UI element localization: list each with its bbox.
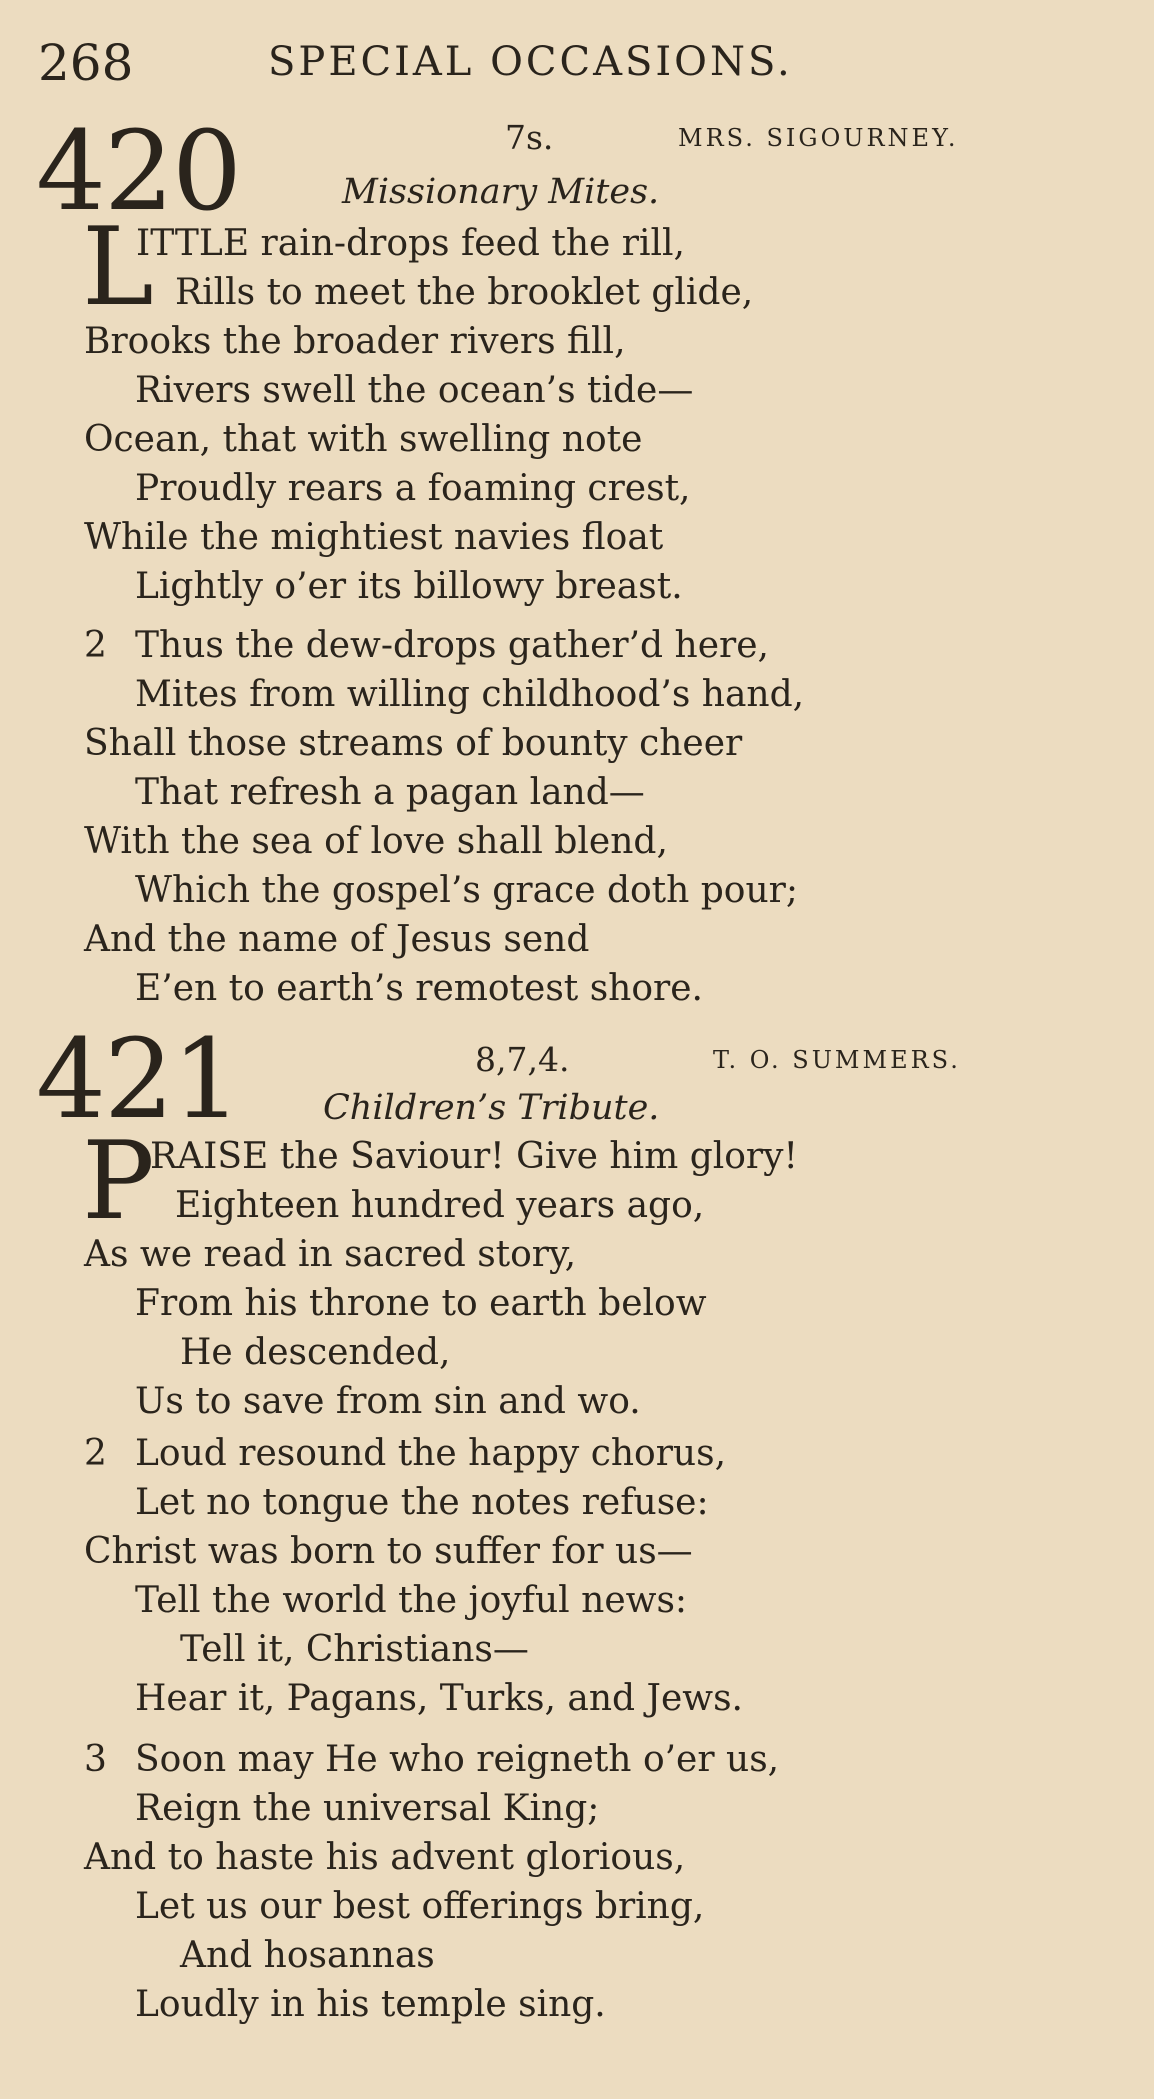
stanza-number: 2 — [84, 625, 107, 666]
drop-cap: P — [82, 1119, 155, 1244]
verse-line: Let no tongue the notes refuse: — [135, 1482, 709, 1523]
verse-line: Rills to meet the brooklet glide, — [175, 272, 754, 313]
verse-line: And to haste his advent glorious, — [84, 1837, 686, 1878]
verse-line: With the sea of love shall blend, — [84, 821, 668, 862]
verse-line: Loud resound the happy chorus, — [135, 1433, 727, 1474]
verse-line: That refresh a pagan land— — [135, 772, 645, 813]
verse-line: While the mightiest navies float — [84, 517, 664, 558]
verse-line: Eighteen hundred years ago, — [175, 1185, 705, 1226]
verse-line: Tell it, Christians— — [180, 1629, 529, 1670]
verse-line: Thus the dew-drops gather’d here, — [135, 625, 769, 666]
verse-line: ITTLE rain-drops feed the rill, — [136, 223, 685, 264]
hymn-number: 420 — [36, 107, 240, 235]
hymn-number: 421 — [36, 1015, 240, 1143]
section-title: SPECIAL OCCASIONS. — [268, 39, 793, 85]
verse-line: Christ was born to suffer for us— — [84, 1531, 693, 1572]
verse-line: Proudly rears a foaming crest, — [135, 468, 691, 509]
verse-line: And the name of Jesus send — [84, 919, 590, 960]
hymn-author: T. O. SUMMERS. — [713, 1046, 961, 1074]
verse-line: Mites from willing childhood’s hand, — [135, 674, 805, 715]
verse-line: Shall those streams of bounty cheer — [84, 723, 743, 764]
verse-line: Hear it, Pagans, Turks, and Jews. — [135, 1678, 743, 1719]
verse-line: Lightly o’er its billowy breast. — [135, 566, 683, 607]
hymn-meter: 8,7,4. — [475, 1040, 570, 1079]
verse-line: As we read in sacred story, — [84, 1234, 577, 1275]
verse-line: Tell the world the joyful news: — [135, 1580, 688, 1621]
verse-line: Us to save from sin and wo. — [135, 1381, 641, 1422]
verse-line: Ocean, that with swelling note — [84, 419, 643, 460]
verse-line: E’en to earth’s remotest shore. — [135, 968, 704, 1009]
stanza-number: 2 — [84, 1433, 107, 1474]
verse-line: Soon may He who reigneth o’er us, — [135, 1739, 780, 1780]
hymn-meter: 7s. — [505, 118, 554, 157]
stanza-number: 3 — [84, 1739, 107, 1780]
verse-line: Let us our best offerings bring, — [135, 1886, 705, 1927]
hymn-author: MRS. SIGOURNEY. — [678, 124, 959, 152]
verse-line: Which the gospel’s grace doth pour; — [135, 870, 798, 911]
verse-line: RAISE the Saviour! Give him glory! — [150, 1136, 798, 1177]
verse-line: From his throne to earth below — [135, 1283, 707, 1324]
verse-line: Brooks the broader rivers fill, — [84, 321, 626, 362]
page-number: 268 — [38, 34, 134, 92]
verse-line: And hosannas — [180, 1935, 435, 1976]
hymn-title: Missionary Mites. — [342, 172, 660, 212]
drop-cap: L — [82, 205, 154, 330]
verse-line: Rivers swell the ocean’s tide— — [135, 370, 694, 411]
verse-line: Reign the universal King; — [135, 1788, 600, 1829]
verse-line: He descended, — [180, 1332, 451, 1373]
verse-line: Loudly in his temple sing. — [135, 1984, 606, 2025]
hymn-title: Children’s Tribute. — [323, 1088, 660, 1128]
